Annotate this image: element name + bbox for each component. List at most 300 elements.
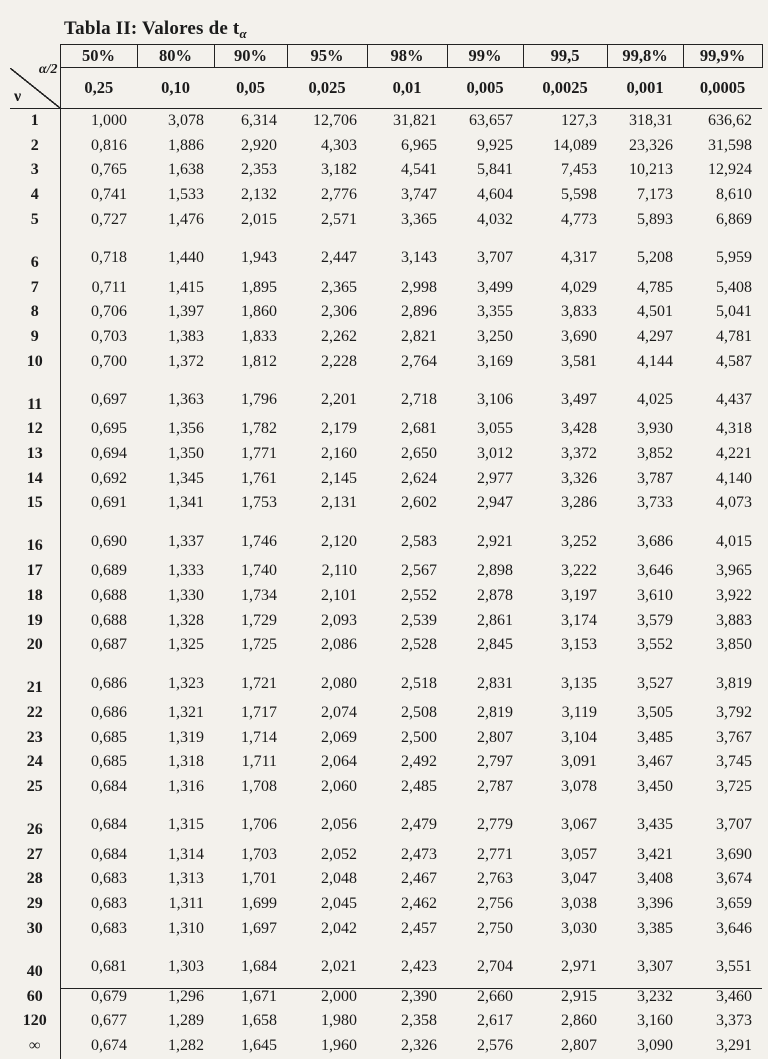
critical-value: 1,833	[241, 327, 277, 345]
critical-value: 2,771	[477, 845, 513, 863]
critical-value: 2,704	[477, 958, 513, 976]
critical-value: 2,756	[477, 895, 513, 913]
critical-value: 0,703	[91, 327, 127, 345]
critical-value: 1,895	[241, 278, 277, 296]
critical-value: 636,62	[708, 112, 752, 129]
critical-value: 4,773	[561, 210, 597, 228]
critical-value: 3,091	[561, 753, 597, 771]
critical-value: 4,221	[716, 445, 752, 463]
critical-value: 6,869	[716, 210, 752, 228]
critical-value: 3,090	[637, 1036, 673, 1054]
critical-value: 2,000	[321, 987, 357, 1005]
critical-value: 0,681	[91, 958, 127, 976]
table-row	[10, 892, 762, 917]
alpha-header: 0,001	[607, 68, 683, 109]
critical-value: 3,792	[716, 703, 752, 721]
degrees-of-freedom: 19	[10, 609, 60, 634]
critical-value: 14,089	[553, 136, 597, 154]
alpha-header: 0,025	[287, 68, 367, 109]
critical-value: 2,353	[241, 161, 277, 179]
critical-value: 3,922	[716, 586, 752, 604]
critical-value: 3,252	[561, 532, 597, 550]
critical-value: 2,145	[321, 469, 357, 487]
critical-value: 5,598	[561, 186, 597, 204]
critical-value: 1,341	[168, 494, 204, 512]
critical-value: 1,350	[168, 445, 204, 463]
critical-value: 2,179	[321, 420, 357, 438]
critical-value: 0,683	[91, 919, 127, 937]
critical-value: 0,674	[91, 1036, 127, 1054]
critical-value: 1,740	[241, 562, 277, 580]
table-row	[10, 158, 762, 183]
critical-value: 3,579	[637, 611, 673, 629]
confidence-header: 90%	[214, 45, 287, 68]
critical-value: 2,467	[401, 870, 437, 888]
table-row	[10, 300, 762, 325]
critical-value: 3,160	[637, 1012, 673, 1030]
critical-value: 3,659	[716, 895, 752, 913]
alpha-header: 0,05	[214, 68, 287, 109]
critical-value: 1,313	[168, 870, 204, 888]
table-row	[10, 134, 762, 159]
critical-value: 3,408	[637, 870, 673, 888]
critical-value: 1,397	[168, 303, 204, 321]
table-row	[10, 800, 762, 843]
critical-value: 1,328	[168, 611, 204, 629]
alpha-header: 0,0025	[523, 68, 607, 109]
critical-value: 0,694	[91, 445, 127, 463]
critical-value: 4,303	[321, 136, 357, 154]
critical-value: 0,687	[91, 636, 127, 654]
degrees-of-freedom: 5	[10, 208, 60, 233]
critical-value: 1,289	[168, 1012, 204, 1030]
critical-value: 2,160	[321, 445, 357, 463]
critical-value: 1,311	[168, 895, 204, 913]
degrees-of-freedom: 12	[10, 417, 60, 442]
table-row	[10, 109, 762, 134]
critical-value: 1,415	[168, 278, 204, 296]
critical-value: 1,717	[241, 703, 277, 721]
critical-value: 3,135	[561, 674, 597, 692]
critical-value: 3,686	[637, 532, 673, 550]
critical-value: 4,073	[716, 494, 752, 512]
critical-value: 1,721	[241, 674, 277, 692]
critical-value: 3,646	[637, 562, 673, 580]
critical-value: 4,317	[561, 249, 597, 267]
critical-value: 2,583	[401, 532, 437, 550]
degrees-of-freedom: 7	[10, 276, 60, 301]
critical-value: 1,323	[168, 674, 204, 692]
critical-value: 2,074	[321, 703, 357, 721]
critical-value: 6,965	[401, 136, 437, 154]
critical-value: 2,797	[477, 753, 513, 771]
table-row	[10, 467, 762, 492]
table-row	[10, 726, 762, 751]
critical-value: 1,708	[241, 778, 277, 796]
critical-value: 2,457	[401, 919, 437, 937]
critical-value: 2,831	[477, 674, 513, 692]
critical-value: 3,435	[637, 816, 673, 834]
critical-value: 2,921	[477, 532, 513, 550]
critical-value: 3,690	[716, 845, 752, 863]
critical-value: 0,683	[91, 870, 127, 888]
critical-value: 3,250	[477, 327, 513, 345]
table-row	[10, 917, 762, 942]
critical-value: 3,707	[716, 816, 752, 834]
critical-value: 4,541	[401, 161, 437, 179]
critical-value: 1,333	[168, 562, 204, 580]
critical-value: 5,841	[477, 161, 513, 179]
degrees-of-freedom: 22	[10, 701, 60, 726]
critical-value: 3,182	[321, 161, 357, 179]
critical-value: 3,497	[561, 390, 597, 408]
critical-value: 2,660	[477, 987, 513, 1005]
degrees-of-freedom: 17	[10, 559, 60, 584]
degrees-of-freedom: 23	[10, 726, 60, 751]
critical-value: 4,604	[477, 186, 513, 204]
critical-value: 4,297	[637, 327, 673, 345]
table-row	[10, 208, 762, 233]
critical-value: 3,485	[637, 728, 673, 746]
critical-value: 2,571	[321, 210, 357, 228]
critical-value: 0,690	[91, 532, 127, 550]
critical-value: 0,684	[91, 778, 127, 796]
critical-value: 3,819	[716, 674, 752, 692]
critical-value: 3,610	[637, 586, 673, 604]
table-row	[10, 559, 762, 584]
critical-value: 2,042	[321, 919, 357, 937]
degrees-of-freedom: 21	[10, 658, 60, 701]
critical-value: 1,345	[168, 469, 204, 487]
critical-value: 3,690	[561, 327, 597, 345]
table-row	[10, 374, 762, 417]
critical-value: 1,725	[241, 636, 277, 654]
degrees-of-freedom: 120	[10, 1009, 60, 1034]
critical-value: 1,318	[168, 753, 204, 771]
critical-value: 1,310	[168, 919, 204, 937]
t-distribution-table	[10, 44, 763, 1059]
critical-value: 1,314	[168, 845, 204, 863]
critical-value: 3,883	[716, 611, 752, 629]
degrees-of-freedom: 27	[10, 843, 60, 868]
degrees-of-freedom: ∞	[10, 1034, 60, 1059]
degrees-of-freedom: 8	[10, 300, 60, 325]
critical-value: 1,812	[241, 352, 277, 370]
table-row	[10, 775, 762, 800]
critical-value: 1,980	[321, 1012, 357, 1030]
critical-value: 0,686	[91, 674, 127, 692]
critical-value: 2,462	[401, 895, 437, 913]
critical-value: 0,685	[91, 753, 127, 771]
table-row	[10, 1034, 762, 1059]
critical-value: 5,959	[716, 249, 752, 267]
degrees-of-freedom: 11	[10, 374, 60, 417]
critical-value: 1,337	[168, 532, 204, 550]
critical-value: 1,943	[241, 249, 277, 267]
critical-value: 0,683	[91, 895, 127, 913]
table-row	[10, 609, 762, 634]
degrees-of-freedom: 6	[10, 233, 60, 276]
table-row	[10, 658, 762, 701]
critical-value: 3,467	[637, 753, 673, 771]
critical-value: 0,765	[91, 161, 127, 179]
critical-value: 1,658	[241, 1012, 277, 1030]
title-subscript: α	[239, 26, 247, 41]
critical-value: 1,771	[241, 445, 277, 463]
critical-value: 2,358	[401, 1012, 437, 1030]
critical-value: 1,315	[168, 816, 204, 834]
critical-value: 1,753	[241, 494, 277, 512]
table-row	[10, 491, 762, 516]
critical-value: 318,31	[629, 112, 673, 129]
critical-value: 3,428	[561, 420, 597, 438]
critical-value: 3,930	[637, 420, 673, 438]
critical-value: 1,363	[168, 390, 204, 408]
critical-value: 3,067	[561, 816, 597, 834]
page-title	[64, 18, 247, 42]
alpha-header: 0,25	[60, 68, 137, 109]
critical-value: 2,779	[477, 816, 513, 834]
critical-value: 1,729	[241, 611, 277, 629]
critical-value: 2,060	[321, 778, 357, 796]
critical-value: 63,657	[469, 112, 513, 129]
critical-value: 2,015	[241, 210, 277, 228]
critical-value: 0,697	[91, 390, 127, 408]
critical-value: 4,140	[716, 469, 752, 487]
critical-value: 3,286	[561, 494, 597, 512]
critical-value: 1,761	[241, 469, 277, 487]
critical-value: 5,041	[716, 303, 752, 321]
table-row	[10, 1009, 762, 1034]
critical-value: 3,047	[561, 870, 597, 888]
critical-value: 3,365	[401, 210, 437, 228]
critical-value: 1,960	[321, 1036, 357, 1054]
table-row	[10, 233, 762, 276]
table-row	[10, 325, 762, 350]
critical-value: 0,677	[91, 1012, 127, 1030]
table-row	[10, 867, 762, 892]
critical-value: 3,174	[561, 611, 597, 629]
table-body	[10, 109, 762, 1059]
bottom-rule	[60, 988, 762, 989]
critical-value: 1,440	[168, 249, 204, 267]
critical-value: 6,314	[241, 112, 277, 129]
critical-value: 2,861	[477, 611, 513, 629]
degrees-of-freedom: 14	[10, 467, 60, 492]
critical-value: 2,365	[321, 278, 357, 296]
critical-value: 9,925	[477, 136, 513, 154]
critical-value: 3,385	[637, 919, 673, 937]
table-row	[10, 750, 762, 775]
corner-nu-label: ν	[14, 88, 22, 105]
critical-value: 3,291	[716, 1036, 752, 1054]
critical-value: 5,893	[637, 210, 673, 228]
critical-value: 0,688	[91, 586, 127, 604]
critical-value: 2,518	[401, 674, 437, 692]
critical-value: 4,025	[637, 390, 673, 408]
critical-value: 3,707	[477, 249, 513, 267]
critical-value: 1,706	[241, 816, 277, 834]
critical-value: 1,383	[168, 327, 204, 345]
critical-value: 2,819	[477, 703, 513, 721]
critical-value: 23,326	[629, 136, 673, 154]
critical-value: 2,045	[321, 895, 357, 913]
critical-value: 2,048	[321, 870, 357, 888]
critical-value: 2,080	[321, 674, 357, 692]
critical-value: 2,776	[321, 186, 357, 204]
critical-value: 2,624	[401, 469, 437, 487]
critical-value: 2,528	[401, 636, 437, 654]
critical-value: 2,650	[401, 445, 437, 463]
critical-value: 0,686	[91, 703, 127, 721]
critical-value: 1,316	[168, 778, 204, 796]
critical-value: 1,684	[241, 958, 277, 976]
critical-value: 31,821	[393, 112, 437, 129]
critical-value: 3,355	[477, 303, 513, 321]
alpha-header: 0,0005	[683, 68, 762, 109]
critical-value: 1,860	[241, 303, 277, 321]
critical-value: 1,701	[241, 870, 277, 888]
critical-value: 2,228	[321, 352, 357, 370]
table-row	[10, 942, 762, 985]
critical-value: 2,056	[321, 816, 357, 834]
critical-value: 3,373	[716, 1012, 752, 1030]
critical-value: 4,029	[561, 278, 597, 296]
critical-value: 0,691	[91, 494, 127, 512]
critical-value: 2,920	[241, 136, 277, 154]
critical-value: 5,408	[716, 278, 752, 296]
critical-value: 0,816	[91, 136, 127, 154]
critical-value: 31,598	[708, 136, 752, 154]
critical-value: 2,479	[401, 816, 437, 834]
critical-value: 1,746	[241, 532, 277, 550]
critical-value: 2,787	[477, 778, 513, 796]
table-row	[10, 633, 762, 658]
degrees-of-freedom: 13	[10, 442, 60, 467]
critical-value: 2,052	[321, 845, 357, 863]
degrees-of-freedom: 25	[10, 775, 60, 800]
critical-value: 2,971	[561, 958, 597, 976]
critical-value: 7,173	[637, 186, 673, 204]
critical-value: 0,684	[91, 816, 127, 834]
critical-value: 1,330	[168, 586, 204, 604]
critical-value: 1,645	[241, 1036, 277, 1054]
critical-value: 3,674	[716, 870, 752, 888]
critical-value: 3,747	[401, 186, 437, 204]
confidence-header: 99,9%	[683, 45, 762, 68]
critical-value: 1,282	[168, 1036, 204, 1054]
critical-value: 2,485	[401, 778, 437, 796]
critical-value: 3,197	[561, 586, 597, 604]
critical-value: 1,476	[168, 210, 204, 228]
critical-value: 2,069	[321, 728, 357, 746]
critical-value: 0,711	[91, 278, 127, 296]
critical-value: 3,307	[637, 958, 673, 976]
critical-value: 4,781	[716, 327, 752, 345]
critical-value: 2,500	[401, 728, 437, 746]
critical-value: 2,101	[321, 586, 357, 604]
critical-value: 2,131	[321, 494, 357, 512]
critical-value: 0,706	[91, 303, 127, 321]
critical-value: 2,878	[477, 586, 513, 604]
critical-value: 3,012	[477, 445, 513, 463]
critical-value: 2,845	[477, 636, 513, 654]
critical-value: 2,326	[401, 1036, 437, 1054]
table-row	[10, 442, 762, 467]
critical-value: 1,321	[168, 703, 204, 721]
critical-value: 3,733	[637, 494, 673, 512]
alpha-header-row	[10, 68, 762, 109]
critical-value: 1,356	[168, 420, 204, 438]
critical-value: 3,852	[637, 445, 673, 463]
critical-value: 127,3	[561, 112, 597, 129]
critical-value: 1,325	[168, 636, 204, 654]
critical-value: 3,232	[637, 987, 673, 1005]
critical-value: 3,581	[561, 352, 597, 370]
degrees-of-freedom: 40	[10, 942, 60, 985]
critical-value: 3,551	[716, 958, 752, 976]
critical-value: 5,208	[637, 249, 673, 267]
critical-value: 2,977	[477, 469, 513, 487]
critical-value: 12,924	[708, 161, 752, 179]
critical-value: 2,110	[321, 562, 357, 580]
critical-value: 3,965	[716, 562, 752, 580]
critical-value: 2,617	[477, 1012, 513, 1030]
corner-cell	[10, 61, 60, 109]
critical-value: 2,423	[401, 958, 437, 976]
critical-value: 1,796	[241, 390, 277, 408]
critical-value: 2,552	[401, 586, 437, 604]
critical-value: 2,390	[401, 987, 437, 1005]
confidence-header: 98%	[367, 45, 447, 68]
critical-value: 2,576	[477, 1036, 513, 1054]
critical-value: 2,896	[401, 303, 437, 321]
critical-value: 3,078	[561, 778, 597, 796]
critical-value: 3,745	[716, 753, 752, 771]
critical-value: 0,695	[91, 420, 127, 438]
degrees-of-freedom: 60	[10, 985, 60, 1010]
critical-value: 1,699	[241, 895, 277, 913]
alpha-header: 0,01	[367, 68, 447, 109]
critical-value: 4,501	[637, 303, 673, 321]
critical-value: 2,201	[321, 390, 357, 408]
critical-value: 0,727	[91, 210, 127, 228]
degrees-of-freedom: 9	[10, 325, 60, 350]
critical-value: 3,450	[637, 778, 673, 796]
critical-value: 2,567	[401, 562, 437, 580]
critical-value: 1,711	[241, 753, 277, 771]
confidence-header: 80%	[137, 45, 214, 68]
critical-value: 3,767	[716, 728, 752, 746]
critical-value: 2,262	[321, 327, 357, 345]
critical-value: 0,685	[91, 728, 127, 746]
critical-value: 0,684	[91, 845, 127, 863]
critical-value: 2,821	[401, 327, 437, 345]
critical-value: 2,132	[241, 186, 277, 204]
critical-value: 1,533	[168, 186, 204, 204]
critical-value: 2,807	[561, 1036, 597, 1054]
critical-value: 1,638	[168, 161, 204, 179]
table-row	[10, 701, 762, 726]
alpha-header: 0,005	[447, 68, 523, 109]
critical-value: 4,144	[637, 352, 673, 370]
critical-value: 3,030	[561, 919, 597, 937]
critical-value: 3,222	[561, 562, 597, 580]
critical-value: 2,539	[401, 611, 437, 629]
critical-value: 3,326	[561, 469, 597, 487]
critical-value: 1,000	[91, 112, 127, 129]
critical-value: 3,104	[561, 728, 597, 746]
